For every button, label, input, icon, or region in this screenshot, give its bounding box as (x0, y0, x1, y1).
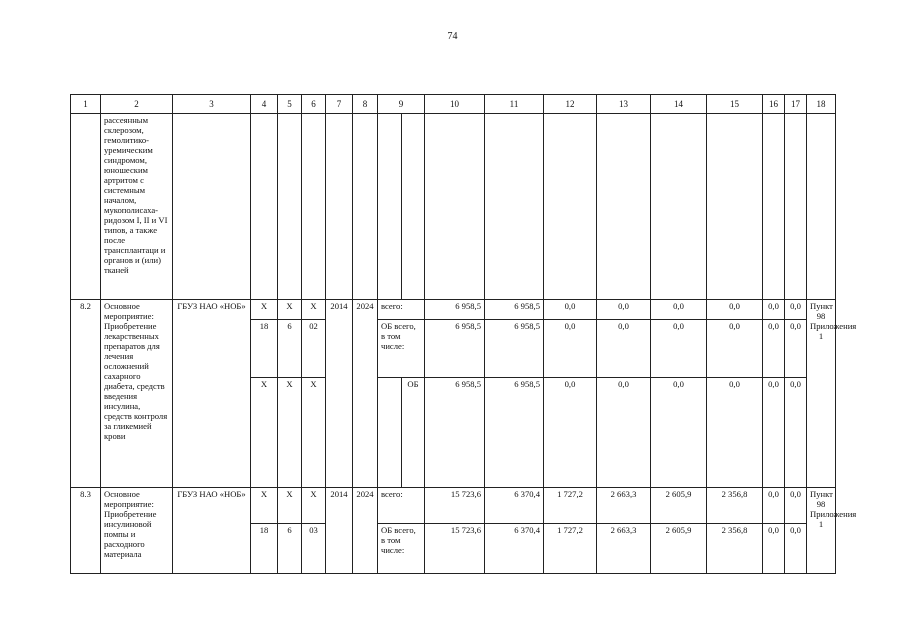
header-cell: 13 (597, 95, 651, 114)
item-description: Основное мероприятие: Приобретение лекарственных препаратов для лечения осложнений сахарного диабета, средств введения инсулина, средств контроля за гликемией крови (101, 300, 173, 488)
header-cell: 5 (278, 95, 302, 114)
value-cell: 0,0 (597, 378, 651, 488)
header-cell: 14 (651, 95, 707, 114)
value-cell: 0,0 (763, 524, 785, 574)
code-cell: X (251, 488, 278, 524)
program-table (70, 94, 857, 574)
value-cell: 6 370,4 (485, 524, 544, 574)
value-cell: 1 727,2 (544, 488, 597, 524)
code-cell: 18 (251, 320, 278, 378)
value-cell: 0,0 (597, 320, 651, 378)
value-cell: 0,0 (707, 300, 763, 320)
value-cell: 0,0 (785, 524, 807, 574)
value-cell: 2 605,9 (651, 524, 707, 574)
value-cell: 0,0 (651, 300, 707, 320)
value-cell: 0,0 (707, 320, 763, 378)
code-cell: X (278, 378, 302, 488)
value-cell: 0,0 (544, 320, 597, 378)
value-cell: 0,0 (785, 300, 807, 320)
header-cell: 7 (326, 95, 353, 114)
note-cell: Пункт 98 Приложения 1 (807, 300, 836, 488)
value-cell: 0,0 (785, 320, 807, 378)
code-cell: 6 (278, 320, 302, 378)
funding-label: ОБ всего, в том числе: (378, 524, 425, 574)
value-cell: 0,0 (785, 488, 807, 524)
note-cell: Пункт 98 Приложения 1 (807, 488, 836, 574)
executor: ГБУЗ НАО «НОБ» (173, 300, 251, 488)
start-year: 2014 (326, 300, 353, 488)
value-cell: 6 958,5 (485, 320, 544, 378)
code-cell: X (302, 488, 326, 524)
header-cell: 1 (71, 95, 101, 114)
code-cell: 02 (302, 320, 326, 378)
value-cell: 2 663,3 (597, 524, 651, 574)
value-cell: 0,0 (763, 320, 785, 378)
value-cell: 0,0 (763, 300, 785, 320)
item-number: 8.2 (71, 300, 101, 488)
value-cell: 2 356,8 (707, 488, 763, 524)
header-cell: 3 (173, 95, 251, 114)
table-row (71, 300, 836, 320)
header-cell: 6 (302, 95, 326, 114)
value-cell: 6 958,5 (425, 320, 485, 378)
header-cell: 2 (101, 95, 173, 114)
header-cell: 8 (353, 95, 378, 114)
header-cell: 11 (485, 95, 544, 114)
funding-label: всего: (378, 300, 425, 320)
value-cell: 0,0 (597, 300, 651, 320)
executor: ГБУЗ НАО «НОБ» (173, 488, 251, 574)
funding-label: всего: (378, 488, 425, 524)
start-year: 2014 (326, 488, 353, 574)
continuation-text: рассеянным склерозом, гемолитико-уремическим синдромом, юношеским артритом с системным началом, мукополисаха-ридозом I, II и VI типов, а также после трансплантаци и органов и (или) тканей (101, 114, 173, 300)
header-cell: 4 (251, 95, 278, 114)
code-cell: 03 (302, 524, 326, 574)
code-cell: X (251, 300, 278, 320)
code-cell: X (278, 300, 302, 320)
value-cell: 0,0 (651, 378, 707, 488)
value-cell: 15 723,6 (425, 524, 485, 574)
value-cell: 0,0 (763, 488, 785, 524)
value-cell: 6 958,5 (425, 378, 485, 488)
value-cell: 0,0 (544, 300, 597, 320)
value-cell: 0,0 (785, 378, 807, 488)
value-cell: 0,0 (763, 378, 785, 488)
continuation-row (71, 114, 836, 300)
value-cell: 6 958,5 (485, 300, 544, 320)
value-cell: 0,0 (707, 378, 763, 488)
code-cell: X (302, 378, 326, 488)
value-cell: 6 958,5 (425, 300, 485, 320)
item-number: 8.3 (71, 488, 101, 574)
header-row (71, 95, 836, 114)
item-description: Основное мероприятие: Приобретение инсулиновой помпы и расходного материала (101, 488, 173, 574)
table-row (71, 488, 836, 524)
value-cell: 0,0 (544, 378, 597, 488)
value-cell: 6 370,4 (485, 488, 544, 524)
header-cell: 10 (425, 95, 485, 114)
funding-label: ОБ всего, в том числе: (378, 320, 425, 378)
code-cell: X (278, 488, 302, 524)
header-cell: 18 (807, 95, 836, 114)
value-cell: 0,0 (651, 320, 707, 378)
value-cell: 6 958,5 (485, 378, 544, 488)
header-cell: 16 (763, 95, 785, 114)
code-cell: 6 (278, 524, 302, 574)
header-cell: 9 (378, 95, 425, 114)
code-cell: X (251, 378, 278, 488)
end-year: 2024 (353, 488, 378, 574)
code-cell: 18 (251, 524, 278, 574)
value-cell: 2 663,3 (597, 488, 651, 524)
value-cell: 2 356,8 (707, 524, 763, 574)
header-cell: 12 (544, 95, 597, 114)
page-number: 74 (447, 31, 458, 42)
value-cell: 2 605,9 (651, 488, 707, 524)
header-cell: 15 (707, 95, 763, 114)
value-cell: 1 727,2 (544, 524, 597, 574)
end-year: 2024 (353, 300, 378, 488)
value-cell: 15 723,6 (425, 488, 485, 524)
header-cell: 17 (785, 95, 807, 114)
funding-source: ОБ (402, 378, 425, 488)
code-cell: X (302, 300, 326, 320)
